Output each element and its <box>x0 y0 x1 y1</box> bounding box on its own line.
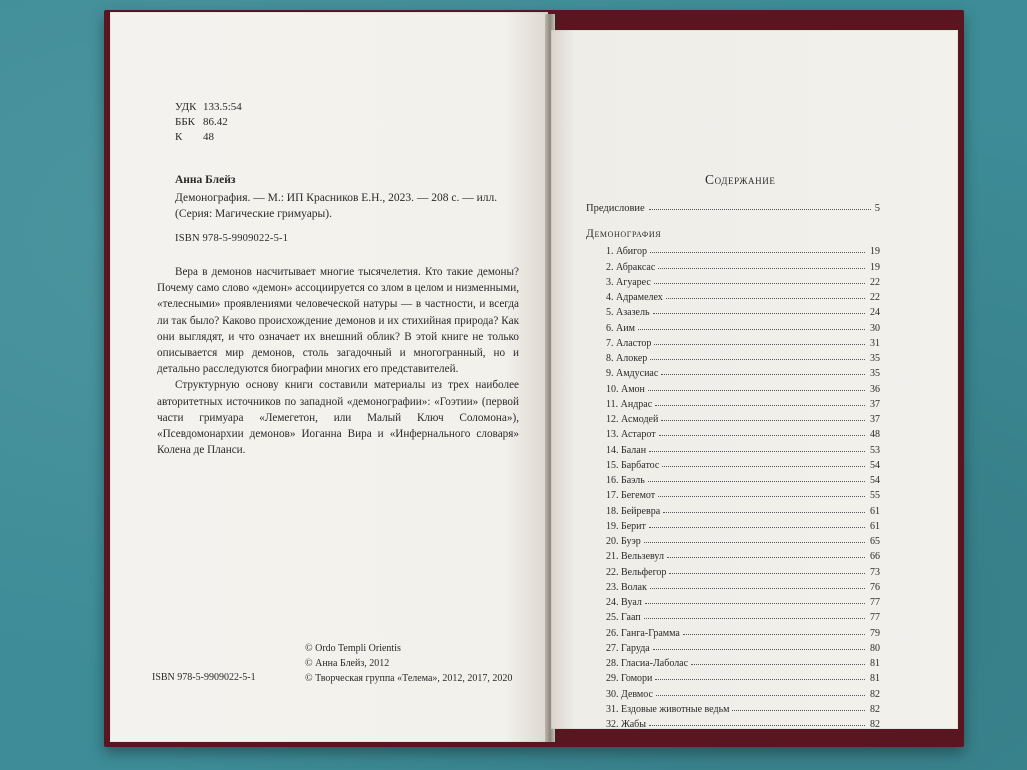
toc-entry-label: 14. Балан <box>606 444 647 456</box>
copyright-line: © Творческая группа «Телема», 2012, 2017, 2020 <box>305 673 513 684</box>
dot-leader <box>658 268 865 269</box>
toc-entry <box>606 364 880 379</box>
toc-entry-label: 6. Аим <box>606 322 635 334</box>
toc-entry <box>606 440 880 455</box>
toc-entry-page: 61 <box>870 505 880 517</box>
dot-leader <box>661 374 865 375</box>
toc-section-heading: Демонография <box>586 228 662 240</box>
toc-entry-label: 23. Волак <box>606 581 647 593</box>
toc-entry-page: 73 <box>870 566 880 578</box>
toc-entry-label: 9. Амдусиас <box>606 368 659 380</box>
copyright-block <box>305 641 512 686</box>
toc-entry <box>606 669 880 684</box>
dot-leader <box>649 451 865 452</box>
author-mark-row <box>175 130 242 145</box>
toc-entry-page: 82 <box>870 719 880 730</box>
udk-label: УДК <box>175 101 197 113</box>
toc-entry-label: 12. Асмодей <box>606 414 659 425</box>
dot-leader <box>683 634 865 635</box>
annotation-paragraph: Структурную основу книги составили материалы из трех наиболее авторитетных источников по западной «демонографии»: «Гоэтии» (первой части гримуара «Лемегетон, или Малый Ключ Соломона»), «Псевдомонархии демонов» Иоганна Вира и «Инфернального словаря» Колена де Планси. <box>157 379 519 457</box>
toc-entry <box>606 486 880 501</box>
dot-leader <box>656 695 865 696</box>
dot-leader <box>649 527 865 528</box>
toc-entry <box>606 334 880 349</box>
toc-entry <box>606 425 880 440</box>
dot-leader <box>650 588 865 589</box>
toc-entry-label: 16. Баэль <box>606 475 645 486</box>
toc-entry <box>606 273 880 288</box>
toc-entry <box>606 578 880 593</box>
toc-entry-page: 53 <box>870 444 880 456</box>
toc-entry <box>606 242 880 257</box>
toc-entry <box>606 547 880 562</box>
toc-entry-label: 26. Ганга-Грамма <box>606 627 680 639</box>
bbk-row <box>175 115 242 130</box>
toc-entry <box>606 410 880 425</box>
bibliographic-description: Демонография. — М.: ИП Красников Е.Н., 2023. — 208 с. — илл. (Серия: Магические гримуары). <box>175 192 498 220</box>
copyright-line: © Ordo Templi Orientis <box>305 643 401 654</box>
toc-entry-page: 81 <box>870 673 880 685</box>
annotation-paragraph: Вера в демонов насчитывает многие тысячелетия. Кто такие демоны? Почему само слово «демон» ассоциируется со злом в целом и низменными, «телесными» проявлениями человеческой натуры — в частности, и всегда ли так было? Каково происхождение демонов и их стихийная природа? Как они выглядят, и что означает их внешний облик? В этой книге не только описывается мир демонов, столь загадочный и многогранный, но и детально расследуются биографии многих его представителей. <box>157 266 519 376</box>
toc-entry-label: 30. Девмос <box>606 688 653 700</box>
toc-entry-label: 32. Жабы <box>606 719 646 730</box>
toc-entry <box>606 288 880 303</box>
toc-entry-label: 18. Бейревра <box>606 505 661 517</box>
toc-entry <box>606 593 880 608</box>
toc-entry-page: 24 <box>870 307 880 319</box>
dot-leader <box>648 390 865 391</box>
toc-entry-label: 19. Берит <box>606 520 646 532</box>
toc-entry-page: 31 <box>870 337 880 349</box>
udk-value: 133.5:54 <box>203 101 242 113</box>
dot-leader <box>649 203 871 210</box>
udk-block <box>175 100 242 145</box>
toc-entry <box>606 562 880 577</box>
toc-entry-page: 36 <box>870 383 880 395</box>
toc-entry <box>606 517 880 532</box>
dot-leader <box>663 512 865 513</box>
toc-entry <box>606 257 880 272</box>
toc-entry-label: 8. Алокер <box>606 353 648 364</box>
toc-title: Содержание <box>705 172 776 187</box>
author-mark-value: 48 <box>203 131 214 143</box>
toc-entry-label: 20. Буэр <box>606 536 641 547</box>
toc-entry <box>606 379 880 394</box>
toc-entry-label: 27. Гаруда <box>606 642 650 654</box>
toc-entry-page: 30 <box>870 322 880 334</box>
toc-list <box>606 242 880 730</box>
dot-leader <box>667 557 865 558</box>
toc-entry-page: 79 <box>870 627 880 639</box>
toc-entry-page: 81 <box>870 658 880 669</box>
bbk-value: 86.42 <box>203 116 228 128</box>
toc-entry <box>606 349 880 364</box>
dot-leader <box>644 618 865 619</box>
toc-entry-page: 19 <box>870 246 880 258</box>
dot-leader <box>649 725 865 726</box>
dot-leader <box>653 313 865 314</box>
toc-entry-page: 61 <box>870 520 880 532</box>
toc-entry-page: 19 <box>870 261 880 273</box>
toc-entry-label: 21. Вельзевул <box>606 551 664 563</box>
toc-entry-label: 2. Абраксас <box>606 261 656 273</box>
dot-leader <box>650 252 865 253</box>
toc-entry-page: 37 <box>870 398 880 410</box>
toc-entry-label: 25. Гаап <box>606 612 641 624</box>
dot-leader <box>650 359 865 360</box>
toc-entry-label: 1. Абигор <box>606 246 648 258</box>
toc-entry-page: 54 <box>870 475 880 486</box>
toc-entry-label: 5. Азазель <box>606 307 650 319</box>
annotation <box>157 264 519 458</box>
author-mark-label: К <box>175 131 183 143</box>
toc-entry-page: 48 <box>870 429 880 441</box>
toc-entry-page: 35 <box>870 368 880 380</box>
dot-leader <box>653 649 865 650</box>
toc-entry <box>606 532 880 547</box>
toc-entry <box>606 639 880 654</box>
toc-entry-page: 77 <box>870 612 880 624</box>
toc-entry <box>606 318 880 333</box>
toc-entry-page: 82 <box>870 688 880 700</box>
toc-entry-label: 29. Гомори <box>606 673 653 685</box>
toc-entry <box>606 471 880 486</box>
dot-leader <box>655 405 865 406</box>
isbn-top: ISBN 978-5-9909022-5-1 <box>175 233 289 244</box>
dot-leader <box>662 466 865 467</box>
toc-entry-page: 37 <box>870 414 880 425</box>
toc-entry-page: 35 <box>870 353 880 364</box>
dot-leader <box>669 573 865 574</box>
toc-entry-label: 3. Агуарес <box>606 276 651 288</box>
toc-entry-page: 22 <box>870 292 880 303</box>
toc-entry <box>606 684 880 699</box>
dot-leader <box>654 344 865 345</box>
author-name: Анна Блейз <box>175 174 236 186</box>
dot-leader <box>644 542 865 543</box>
toc-entry-page: 77 <box>870 597 880 608</box>
dot-leader <box>666 298 865 299</box>
toc-preface-label: Предисловие <box>586 203 645 214</box>
toc-entry-label: 17. Бегемот <box>606 490 656 502</box>
toc-entry-label: 11. Андрас <box>606 398 653 410</box>
toc-entry-page: 22 <box>870 276 880 288</box>
toc-entry-label: 7. Аластор <box>606 337 652 349</box>
toc-entry <box>606 395 880 410</box>
dot-leader <box>659 435 865 436</box>
toc-entry-page: 55 <box>870 490 880 502</box>
udk-row <box>175 100 242 115</box>
dot-leader <box>691 664 865 665</box>
toc-entry <box>606 715 880 730</box>
toc-entry-label: 31. Ездовые животные ведьм <box>606 703 730 715</box>
toc-preface-row <box>586 203 880 214</box>
toc-entry <box>606 303 880 318</box>
toc-entry-page: 66 <box>870 551 880 563</box>
toc-entry-label: 4. Адрамелех <box>606 292 663 303</box>
toc-entry <box>606 456 880 471</box>
toc-entry-label: 24. Вуал <box>606 597 642 608</box>
dot-leader <box>645 603 865 604</box>
toc-entry <box>606 623 880 638</box>
dot-leader <box>648 481 865 482</box>
dot-leader <box>661 420 865 421</box>
dot-leader <box>638 329 865 330</box>
isbn-bottom: ISBN 978-5-9909022-5-1 <box>152 672 256 683</box>
toc-entry <box>606 700 880 715</box>
toc-entry-page: 80 <box>870 642 880 654</box>
copyright-line: © Анна Блейз, 2012 <box>305 658 390 669</box>
dot-leader <box>655 679 865 680</box>
toc-entry <box>606 608 880 623</box>
toc-entry-page: 65 <box>870 536 880 547</box>
toc-preface-page: 5 <box>874 203 880 214</box>
toc-entry-page: 76 <box>870 581 880 593</box>
bbk-label: ББК <box>175 116 195 128</box>
toc-entry <box>606 654 880 669</box>
toc-entry-label: 22. Вельфегор <box>606 566 667 578</box>
toc-entry-label: 15. Барбатос <box>606 459 660 471</box>
toc-entry-page: 82 <box>870 703 880 715</box>
dot-leader <box>658 496 865 497</box>
toc-entry-label: 13. Астарот <box>606 429 656 441</box>
toc-entry-label: 28. Гласиа-Лаболас <box>606 658 689 669</box>
dot-leader <box>654 283 865 284</box>
dot-leader <box>732 710 865 711</box>
toc-entry-label: 10. Амон <box>606 383 645 395</box>
toc-entry <box>606 501 880 516</box>
toc-entry-page: 54 <box>870 459 880 471</box>
